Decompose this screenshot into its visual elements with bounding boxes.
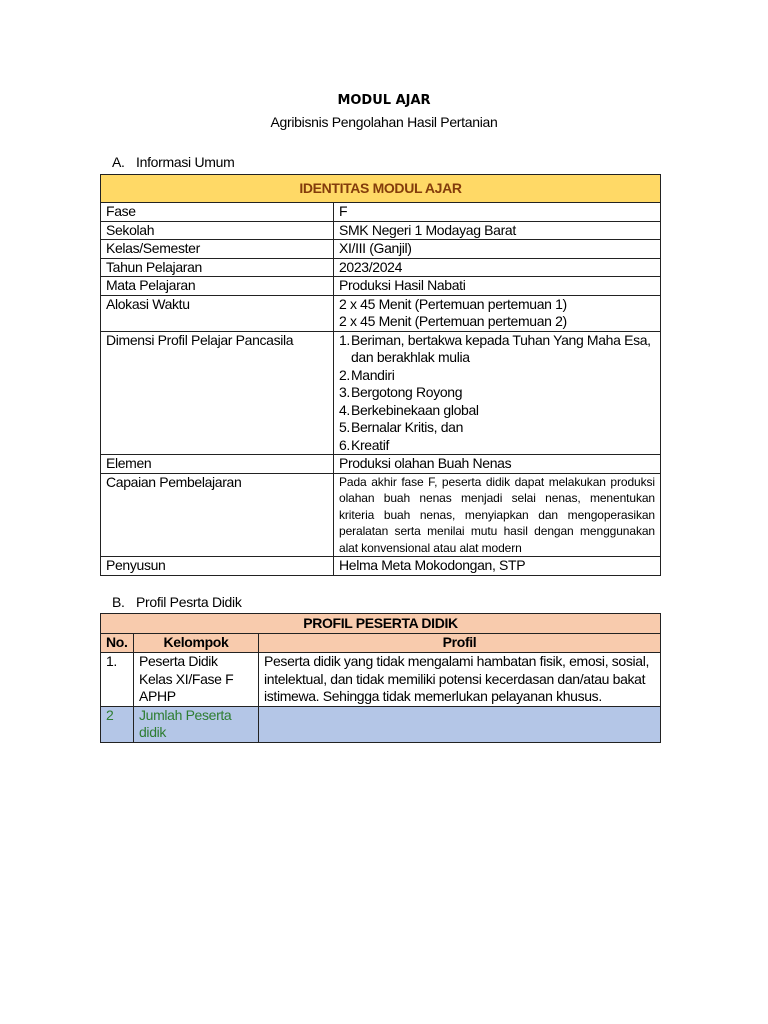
row-label-sekolah: Sekolah: [101, 221, 334, 240]
row-label-mapel: Mata Pelajaran: [101, 277, 334, 296]
list-item-text: Bergotong Royong: [351, 384, 463, 400]
row-label-dimensi: Dimensi Profil Pelajar Pancasila: [101, 331, 334, 455]
list-item: [339, 419, 655, 437]
list-item-text: Mandiri: [351, 366, 395, 383]
row-label-fase: Fase: [101, 203, 334, 222]
table-row: [101, 557, 661, 576]
row-value-elemen: Produksi olahan Buah Nenas: [334, 455, 661, 474]
row-value-tahun: 2023/2024: [334, 258, 661, 277]
identitas-table: [100, 174, 661, 576]
row-label-penyusun: Penyusun: [101, 557, 334, 576]
cell-kelompok: Peserta Didik Kelas XI/Fase F APHP: [134, 653, 259, 707]
table-row: [101, 331, 661, 455]
list-item: [339, 384, 655, 402]
alokasi-line-2: 2 x 45 Menit (Pertemuan pertemuan 2): [339, 313, 567, 329]
table-row: [101, 295, 661, 331]
list-item-text: Berkebinekaan global: [351, 401, 479, 418]
document-subtitle: Agribisnis Pengolahan Hasil Pertanian: [270, 114, 498, 130]
row-value-sekolah: SMK Negeri 1 Modayag Barat: [334, 221, 661, 240]
table-row: [101, 221, 661, 240]
list-item: [339, 332, 655, 367]
cell-profil: Peserta didik yang tidak mengalami hambatan fisik, emosi, sosial, intelektual, dan tidak memiliki potensi kecerdasan dan/atau bakat istimewa. Sehingga tidak memerlukan pelayanan khusus.: [259, 653, 661, 707]
list-item-number: 1.: [339, 331, 350, 348]
row-label-kelas: Kelas/Semester: [101, 240, 334, 259]
column-header-profil: Profil: [259, 634, 661, 653]
table-row: [101, 473, 661, 557]
column-header-no: No.: [101, 634, 134, 653]
row-value-penyusun: Helma Meta Mokodongan, STP: [334, 557, 661, 576]
table-row: [101, 277, 661, 296]
row-value-kelas: XI/III (Ganjil): [334, 240, 661, 259]
list-item: [339, 367, 655, 385]
list-item-number: 4.: [339, 401, 350, 418]
table-row: [101, 240, 661, 259]
row-value-mapel: Produksi Hasil Nabati: [334, 277, 661, 296]
list-item-number: 2.: [339, 366, 350, 383]
alokasi-line-1: 2 x 45 Menit (Pertemuan pertemuan 1): [339, 295, 567, 312]
table-row: [101, 653, 661, 707]
row-value-alokasi: [334, 295, 661, 331]
row-label-capaian: Capaian Pembelajaran: [101, 473, 334, 557]
section-a-label: Informasi Umum: [136, 154, 235, 170]
table-row: [101, 455, 661, 474]
section-b-heading: [112, 594, 242, 610]
table-header-row: [101, 634, 661, 653]
list-item-number: 3.: [339, 384, 350, 400]
cell-profil: [259, 706, 661, 742]
row-value-capaian: Pada akhir fase F, peserta didik dapat melakukan produksi olahan buah nenas menjadi selai nenas, menentukan kriteria buah nenas, menyiapkan dan mengoperasikan peralatan serta menilai mutu hasil dengan menggunakan alat konvensional atau alat modern: [334, 473, 661, 557]
list-item-text: Bernalar Kritis, dan: [351, 419, 464, 435]
profil-table: [100, 613, 661, 743]
table-row: [101, 203, 661, 222]
list-item-number: 5.: [339, 419, 350, 435]
section-a-heading: [112, 154, 234, 170]
profil-table-title: PROFIL PESERTA DIDIK: [101, 614, 661, 634]
list-item: [339, 402, 655, 420]
list-item-text: Beriman, bertakwa kepada Tuhan Yang Maha Esa, dan berakhlak mulia: [351, 331, 651, 365]
list-item: [339, 437, 655, 455]
column-header-kelompok: Kelompok: [134, 634, 259, 653]
list-item-number: 6.: [339, 436, 350, 453]
cell-kelompok: Jumlah Peserta didik: [134, 706, 259, 742]
table-row: [101, 706, 661, 742]
list-item-text: Kreatif: [351, 436, 390, 453]
cell-no: 2: [101, 706, 134, 742]
row-label-elemen: Elemen: [101, 455, 334, 474]
row-label-tahun: Tahun Pelajaran: [101, 258, 334, 277]
table-row: [101, 258, 661, 277]
identitas-table-title: IDENTITAS MODUL AJAR: [101, 175, 661, 203]
section-b-label: Profil Pesrta Didik: [136, 594, 242, 610]
section-a-number: A.: [112, 154, 125, 170]
row-label-alokasi: Alokasi Waktu: [101, 295, 334, 331]
document-title: MODUL AJAR: [337, 93, 431, 108]
row-value-dimensi: [334, 331, 661, 455]
section-b-number: B.: [112, 594, 125, 610]
cell-no: 1.: [101, 653, 134, 707]
dimensi-list: [339, 332, 655, 455]
row-value-fase: F: [334, 203, 661, 222]
